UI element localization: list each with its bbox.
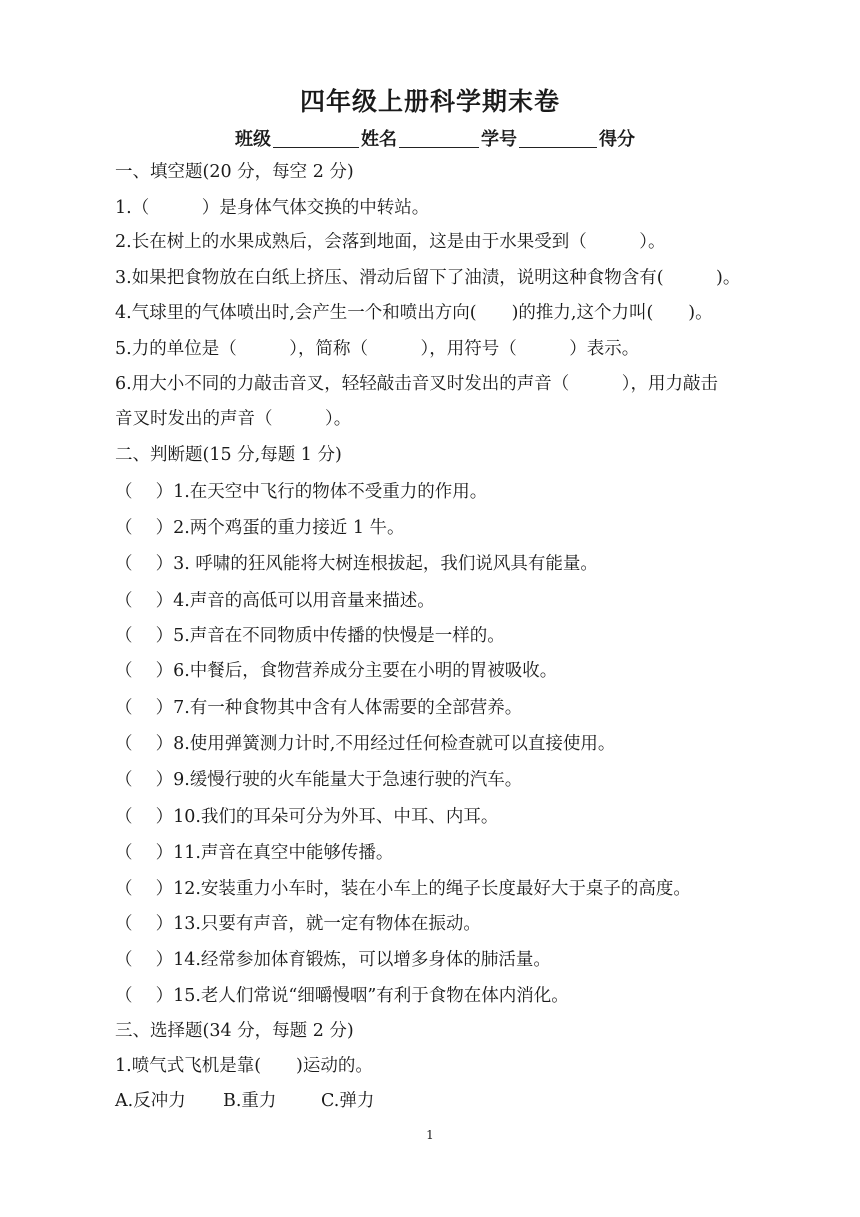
student-info-row	[235, 125, 635, 151]
judge-item-13: （ ）13.只要有声音，就一定有物体在振动。	[115, 914, 481, 934]
judge-item-10: （ ）10.我们的耳朵可分为外耳、中耳、内耳。	[115, 807, 499, 827]
judge-item-4: （ ）4.声音的高低可以用音量来描述。	[115, 591, 435, 611]
judge-item-11: （ ）11.声音在真空中能够传播。	[115, 843, 394, 863]
fill-question-4: 4.气球里的气体喷出时,会产生一个和喷出方向( )的推力,这个力叫( )。	[115, 303, 713, 323]
option-c[interactable]: C.弹力	[321, 1091, 375, 1111]
page-number: 1	[426, 1128, 434, 1142]
fill-question-2: 2.长在树上的水果成熟后，会落到地面，这是由于水果受到（ ）。	[115, 232, 666, 252]
name-blank[interactable]	[399, 131, 479, 148]
class-blank[interactable]	[273, 131, 359, 148]
judge-item-2: （ ）2.两个鸡蛋的重力接近 1 牛。	[115, 518, 405, 538]
section2-heading: 二、判断题(15 分,每题 1 分)	[115, 445, 342, 465]
judge-item-3: （ ）3. 呼啸的狂风能将大树连根拔起，我们说风具有能量。	[115, 554, 598, 574]
option-a[interactable]: A.反冲力	[115, 1091, 186, 1111]
judge-item-15: （ ）15.老人们常说“细嚼慢咽”有利于食物在体内消化。	[115, 986, 569, 1006]
judge-item-14: （ ）14.经常参加体育锻炼，可以增多身体的肺活量。	[115, 950, 551, 970]
choice-question-1: 1.喷气式飞机是靠( )运动的。	[115, 1056, 373, 1076]
number-label: 学号	[481, 129, 517, 150]
name-label: 姓名	[361, 129, 397, 150]
number-blank[interactable]	[519, 131, 597, 148]
judge-item-8: （ ）8.使用弹簧测力计时,不用经过任何检查就可以直接使用。	[115, 734, 616, 754]
exam-title: 四年级上册科学期末卷	[299, 87, 560, 116]
judge-item-5: （ ）5.声音在不同物质中传播的快慢是一样的。	[115, 626, 505, 646]
fill-question-6-cont: 音叉时发出的声音（ ）。	[115, 409, 352, 429]
class-label: 班级	[235, 129, 271, 150]
fill-question-5: 5.力的单位是（ ），简称（ ），用符号（ ）表示。	[115, 339, 640, 359]
fill-question-1: 1.（ ）是身体气体交换的中转站。	[115, 198, 430, 218]
section3-heading: 三、选择题(34 分，每题 2 分)	[115, 1021, 354, 1041]
fill-question-3: 3.如果把食物放在白纸上挤压、滑动后留下了油渍，说明这种食物含有( )。	[115, 268, 741, 288]
choice-question-1-options	[115, 1089, 374, 1113]
judge-item-6: （ ）6.中餐后，食物营养成分主要在小明的胃被吸收。	[115, 661, 558, 681]
judge-item-1: （ ）1.在天空中飞行的物体不受重力的作用。	[115, 482, 488, 502]
score-label: 得分	[599, 129, 635, 150]
judge-item-7: （ ）7.有一种食物其中含有人体需要的全部营养。	[115, 698, 523, 718]
judge-item-12: （ ）12.安装重力小车时，装在小车上的绳子长度最好大于桌子的高度。	[115, 879, 691, 899]
fill-question-6: 6.用大小不同的力敲击音叉，轻轻敲击音叉时发出的声音（ ），用力敲击	[115, 374, 718, 394]
judge-item-9: （ ）9.缓慢行驶的火车能量大于急速行驶的汽车。	[115, 770, 523, 790]
section1-heading: 一、填空题(20 分，每空 2 分)	[115, 162, 354, 182]
option-b[interactable]: B.重力	[223, 1091, 277, 1111]
